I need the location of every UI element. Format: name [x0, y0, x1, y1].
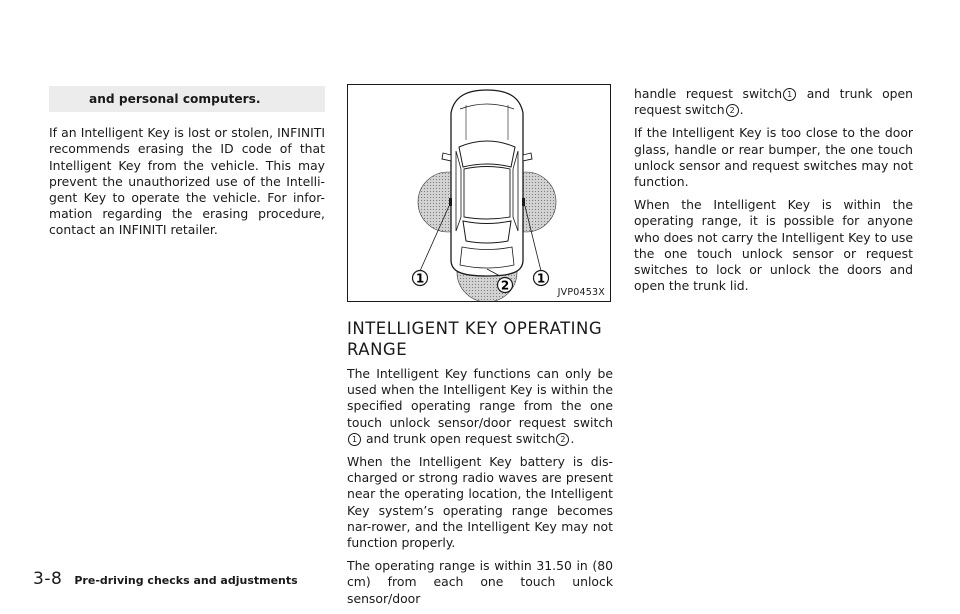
- door-handle-right: [522, 198, 525, 206]
- callout-1-inline: 1: [783, 88, 796, 101]
- mirror-right: [523, 153, 532, 161]
- windshield: [459, 141, 515, 167]
- figure-code: JVP0453X: [557, 287, 605, 298]
- svg-text:2: 2: [500, 278, 510, 293]
- range-paragraph-3: The operating range is within 31.50 in (80 cm) from each one touch unlock sensor/door: [347, 558, 613, 606]
- section-heading: INTELLIGENT KEY OPERATING RANGE: [347, 319, 603, 359]
- range-paragraph-1: The Intelligent Key functions can only be used when the Intelligent Key is within the specified operating range from the one touch unlock sensor/door request switch1 and trunk open request switch 2 .: [347, 366, 613, 446]
- callout-1-inline: 1: [348, 433, 361, 446]
- callout-2-inline: 2: [556, 433, 569, 446]
- right-paragraph-3: When the Intelligent Key is within the operating range, it is possible for anyone who does not carry the Intelligent Key to use the one touch unlock sensor or request switches to lock or unlock the doors and open the trunk lid.: [634, 197, 913, 294]
- left-column: [49, 86, 325, 246]
- svg-text:1: 1: [415, 271, 425, 286]
- right-paragraph-1: handle request switch 1 and trunk open request switch 2 .: [634, 86, 913, 118]
- rear-window: [463, 221, 511, 243]
- lost-key-paragraph: If an Intelligent Key is lost or stolen, INFINITI recommends erasing the ID code of that Intelligent Key from the vehicle. This may prevent the unauthorized use of the Intelli-gent Key to operate the vehicle. For infor-mation regarding the erasing procedure, contact an INFINITI retailer.: [49, 125, 325, 238]
- door-handle-left: [449, 198, 452, 206]
- note-text: and personal computers.: [89, 92, 261, 106]
- svg-text:1: 1: [536, 271, 546, 286]
- page-number: 3-8: [33, 569, 63, 589]
- note-box: [49, 86, 325, 112]
- callout-2-inline: 2: [726, 104, 739, 117]
- car-top-view-illustration: [348, 85, 610, 301]
- roof: [464, 167, 510, 220]
- callout-1-right: [534, 271, 549, 286]
- callout-2-rear: [498, 278, 513, 293]
- footer-section-title: Pre-driving checks and adjustments: [74, 574, 298, 587]
- mirror-left: [442, 153, 451, 161]
- middle-column: [347, 318, 613, 614]
- right-column: [634, 86, 913, 301]
- page-footer: [33, 569, 298, 589]
- callout-1-left: [413, 271, 428, 286]
- right-paragraph-2: If the Intelligent Key is too close to the door glass, handle or rear bumper, the one touch unlock sensor and request switches may not function.: [634, 125, 913, 190]
- key-range-figure: [347, 84, 611, 302]
- range-paragraph-2: When the Intelligent Key battery is dis-charged or strong radio waves are present near the operating location, the Intelligent Key system’s operating range becomes nar-rower, and the Intelligent Key may not function properly.: [347, 454, 613, 551]
